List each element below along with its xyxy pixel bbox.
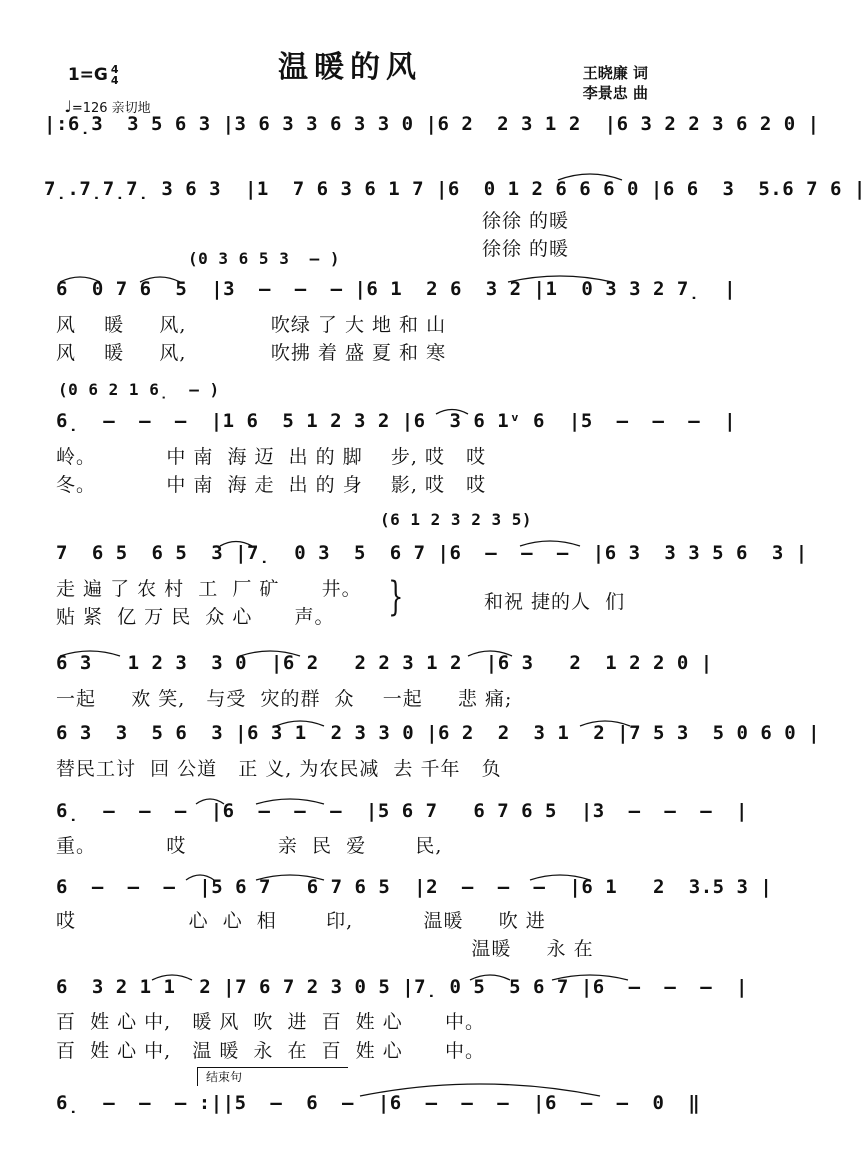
prelude-5: (6 1 2 3 2 3 5) (380, 510, 532, 529)
tempo-value: =126 (71, 101, 108, 116)
notation-line-8: 6̣ – – – |6 – – – |5 6 7 6 7 6 5 |3 – – – | (56, 800, 748, 822)
notation-line-11: 6̣ – – – :||5 – 6 – |6 – – – |6 – – 0 ‖ (56, 1092, 701, 1114)
lyric-line-10a: 百 姓 心 中, 暖 风 吹 进 百 姓 心 中。 (56, 1011, 485, 1033)
notation-line-3: 6 0 7 6 5 |3 – – – |6 1 2 6 3 2 |1 0 3 3 2 7̣ | (56, 278, 737, 300)
composer-credit: 李景忠 曲 (582, 84, 648, 102)
time-bottom: 4 (110, 74, 119, 87)
lyric-line-8: 重。 哎 亲 民 爱 民, (56, 835, 443, 857)
prelude-4: (0 6 2 1 6̣ – ) (58, 380, 220, 399)
lyric-line-4b: 冬。 中 南 海 走 出 的 身 影, 哎 哎 (56, 474, 487, 496)
tempo-expression: 亲切地 (111, 101, 151, 116)
lyric-line-6: 一起 欢 笑, 与受 灾的群 众 一起 悲 痛; (56, 688, 513, 710)
lyric-line-3b: 风 暖 风, 吹拂 着 盛 夏 和 寒 (56, 342, 447, 364)
notation-line-5: 7 6 5 6 5 3 |7̣ 0 3 5 6 7 |6 – – – |6 3 3 3 5 6 3 | (56, 542, 808, 564)
lyric-line-2a: 徐徐 的暖 (482, 210, 570, 232)
lyric-brace: } (388, 574, 404, 620)
notation-line-6: 6 3 1 2 3 3 0 |6 2 2 2 3 1 2 |6 3 2 1 2 2 0 | (56, 652, 713, 674)
lyric-line-7: 替民工讨 回 公道 正 义, 为农民减 去 千年 负 (56, 758, 502, 780)
notation-line-4: 6̣ – – – |1 6 5 1 2 3 2 |6 3 6 1ᵛ 6 |5 – – – | (56, 410, 737, 432)
notation-line-10: 6 3 2 1 1 2 |7 6 7 2 3 0 5 |7̣ 0 5 5 6 7 |6 – – – | (56, 976, 748, 998)
time-top: 4 (110, 63, 119, 76)
notation-line-9: 6 – – – |5 6 7 6 7 6 5 |2 – – – |6 1 2 3.5 3 | (56, 876, 773, 898)
lyric-line-3a: 风 暖 风, 吹绿 了 大 地 和 山 (56, 314, 447, 336)
notation-line-7: 6 3 3 5 6 3 |6 3 1 2 3 3 0 |6 2 2 3 1 2 |7 5 3 5 0 6 0 | (56, 722, 821, 744)
ending-label: 结束句 (206, 1070, 243, 1084)
prelude-3: (0 3 6 5 3 – ) (188, 249, 340, 268)
lyric-line-9a: 哎 心 心 相 印, 温暖 吹 进 (56, 910, 546, 932)
lyric-line-5b: 贴 紧 亿 万 民 众 心 声。 (56, 606, 335, 628)
lyricist-credit: 王晓廉 词 (582, 64, 648, 82)
song-title: 温暖的风 (278, 50, 422, 85)
notation-line-1: |:6̣3 3 5 6 3 |3 6 3 3 6 3 3 0 |6 2 2 3 1 2 |6 3 2 2 3 6 2 0 | (44, 113, 820, 135)
lyric-line-10b: 百 姓 心 中, 温 暖 永 在 百 姓 心 中。 (56, 1040, 485, 1062)
lyric-line-5a: 走 遍 了 农 村 工 厂 矿 井。 (56, 578, 362, 600)
side-lyric-5: 和祝 捷的人 们 (484, 591, 626, 613)
quarter-note-icon: ♩ (64, 97, 72, 116)
notation-line-2: 7̣.7̣7̣7̣ 3 6 3 |1 7 6 3 6 1 7 |6 0 1 2 6 6 6 0 |6 6 3 5.6 7 6 | (44, 178, 866, 200)
lyric-line-4a: 岭。 中 南 海 迈 出 的 脚 步, 哎 哎 (56, 446, 487, 468)
lyric-line-9b: 温暖 永 在 (56, 938, 594, 960)
lyric-line-2b: 徐徐 的暖 (482, 238, 570, 260)
key-label: 1=G (67, 65, 108, 85)
